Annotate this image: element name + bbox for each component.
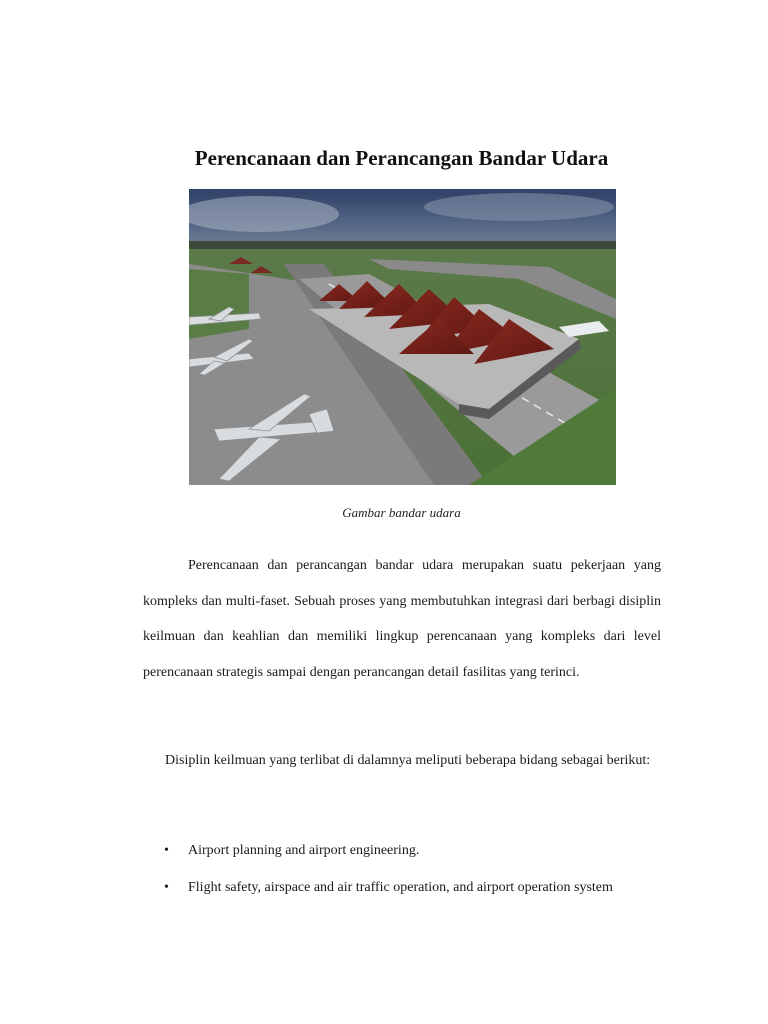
bullet-icon: • — [164, 843, 169, 858]
bullet-icon: • — [164, 880, 169, 895]
list-item-text: Flight safety, airspace and air traffic operation, and airport operation system — [188, 880, 613, 895]
list-item — [143, 871, 703, 908]
discipline-list — [143, 834, 703, 908]
list-item — [143, 834, 703, 871]
list-item-text: Airport planning and airport engineering. — [188, 843, 420, 858]
document-title: Perencanaan dan Perancangan Bandar Udara — [194, 146, 609, 170]
paragraph-intro: Perencanaan dan perancangan bandar udara merupakan suatu pekerjaan yang kompleks dan multi-faset. Sebuah proses yang membutuhkan integrasi dari berbagi disiplin keilmuan dan keahlian dan memiliki lingkup perencanaan yang kompleks dari level perencanaan strategis sampai dengan perancangan detail fasilitas yang terinci. — [143, 558, 661, 680]
paragraph-disciplines: Disiplin keilmuan yang terlibat di dalamnya meliputi beberapa bidang sebagai berikut: — [165, 753, 651, 768]
airport-rendering-image — [189, 189, 616, 485]
figure-caption: Gambar bandar udara — [342, 505, 461, 520]
